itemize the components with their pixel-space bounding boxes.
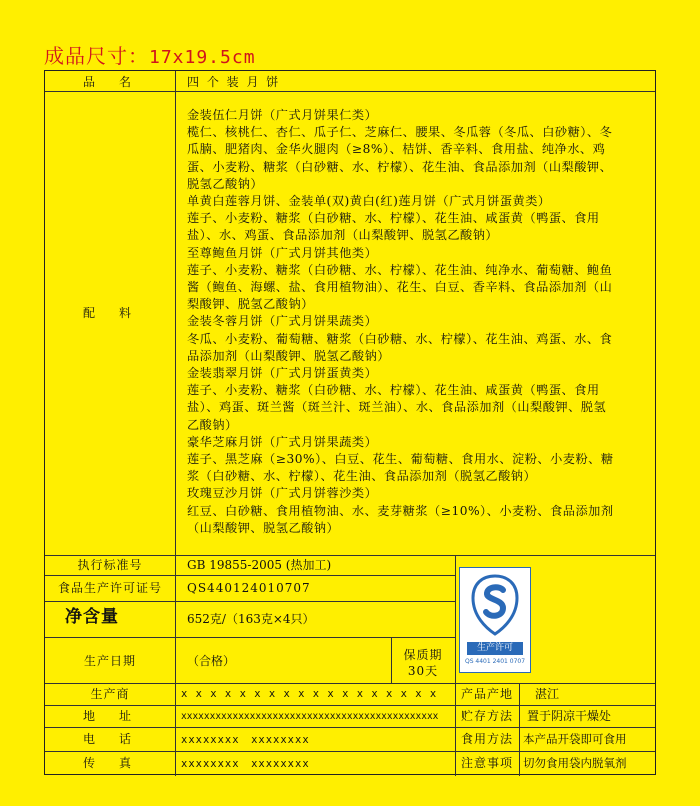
storage-label: 贮存方法 xyxy=(460,709,513,723)
notes-label: 注意事项 xyxy=(460,756,513,770)
rule xyxy=(45,91,655,92)
fax-label: 传 真 xyxy=(82,756,137,770)
rule xyxy=(45,727,655,728)
production-date-label: 生产日期 xyxy=(83,654,136,668)
ingredient-line: 浆（白砂糖、水、柠檬）、花生油、食品添加剂（脱氢乙酸钠） xyxy=(187,469,537,484)
rule xyxy=(45,555,655,556)
rule xyxy=(45,601,455,602)
standard-label: 执行标准号 xyxy=(77,558,143,572)
ingredient-line: 盐）、水、鸡蛋、食品添加剂（山梨酸钾、脱氢乙酸钠） xyxy=(187,228,499,243)
address-label: 地 址 xyxy=(82,709,137,723)
ingredient-line: 红豆、白砂糖、食用植物油、水、麦芽糖浆（≥10%）、小麦粉、食品添加剂 xyxy=(187,503,614,518)
page-title xyxy=(44,40,256,69)
usage-label: 食用方法 xyxy=(460,732,513,746)
ingredients-label: 配 料 xyxy=(82,306,137,320)
qs-permit-text: 生产许可 xyxy=(467,642,523,655)
product-name-value: 四 个 装 月 饼 xyxy=(187,75,281,89)
rule xyxy=(175,71,176,776)
ingredient-line: 酱（鲍鱼、海螺、盐、食用植物油）、花生、白豆、香辛料、食品添加剂（山 xyxy=(187,280,613,295)
rule xyxy=(45,575,455,576)
ingredient-line: （山梨酸钾、脱氢乙酸钠） xyxy=(187,520,340,535)
title-size: 17x19.5cm xyxy=(149,47,256,68)
storage-value: 置于阴凉干燥处 xyxy=(527,709,612,723)
ingredient-line: 瓜腩、肥猪肉、金华火腿肉（≥8%）、桔饼、香辛料、食用盐、纯净水、鸡 xyxy=(187,142,606,157)
ingredient-line: 玫瑰豆沙月饼（广式月饼蓉沙类） xyxy=(187,486,378,501)
product-name-label: 品 名 xyxy=(82,75,137,89)
ingredient-line: 蛋、小麦粉、糖浆（白砂糖、水、柠檬）、花生油、食品添加剂（山梨酸钾、 xyxy=(187,159,613,174)
origin-value: 湛江 xyxy=(535,687,560,701)
ingredient-line: 金装翡翠月饼（广式月饼蛋黄类） xyxy=(187,366,378,381)
manufacturer-label: 生产商 xyxy=(90,687,130,701)
usage-value: 本产品开袋即可食用 xyxy=(523,732,627,746)
rule xyxy=(45,637,455,638)
origin-label: 产品产地 xyxy=(460,687,513,701)
rule xyxy=(45,751,655,752)
ingredient-line: 莲子、小麦粉、糖浆（白砂糖、水、柠檬）、花生油、咸蛋黄（鸭蛋、食用 xyxy=(187,383,600,398)
ingredient-line: 品添加剂（山梨酸钾、脱氢乙酸钠） xyxy=(187,348,390,363)
ingredient-line: 莲子、小麦粉、糖浆（白砂糖、水、柠檬）、花生油、纯净水、葡萄糖、鲍鱼 xyxy=(187,262,613,277)
net-content-value: 652克/（163克×4只） xyxy=(187,612,315,626)
standard-value: GB 19855-2005 (热加工) xyxy=(187,558,332,572)
ingredient-line: 榄仁、核桃仁、杏仁、瓜子仁、芝麻仁、腰果、冬瓜蓉（冬瓜、白砂糖）、冬 xyxy=(187,125,613,140)
fax-value: xxxxxxxx xxxxxxxx xyxy=(181,758,310,770)
ingredient-line: 豪华芝麻月饼（广式月饼果蔬类） xyxy=(187,434,378,449)
notes-value: 切勿食用袋内脱氧剂 xyxy=(523,756,627,770)
qs-code: QS 4401 2401 0707 xyxy=(464,658,526,665)
ingredient-line: 乙酸钠） xyxy=(187,417,238,432)
ingredient-line: 盐）、鸡蛋、斑兰酱（斑兰汁、斑兰油）、水、食品添加剂（山梨酸钾、脱氢 xyxy=(187,400,607,415)
ingredient-line: 莲子、小麦粉、糖浆（白砂糖、水、柠檬）、花生油、咸蛋黄（鸭蛋、食用 xyxy=(187,211,600,226)
qs-certification-logo xyxy=(459,567,531,673)
rule xyxy=(45,705,655,706)
label-table xyxy=(44,70,656,775)
shelf-life-value: 30天 xyxy=(407,664,439,678)
ingredient-line: 莲子、黑芝麻（≥30%）、白豆、花生、葡萄糖、食用水、淀粉、小麦粉、糖 xyxy=(187,452,614,467)
license-value: QS440124010707 xyxy=(187,581,311,595)
production-date-value: （合格） xyxy=(187,654,236,668)
phone-label: 电 话 xyxy=(82,732,137,746)
manufacturer-value: x x x x x x x x x x x x x x x x x x xyxy=(181,688,438,700)
ingredient-line: 金装伍仁月饼（广式月饼果仁类） xyxy=(187,108,378,122)
shelf-life-label: 保质期 xyxy=(403,648,443,662)
qs-shield-icon xyxy=(470,574,520,636)
phone-value: xxxxxxxx xxxxxxxx xyxy=(181,734,310,746)
ingredients-text xyxy=(187,107,653,537)
ingredient-line: 脱氢乙酸钠） xyxy=(187,176,264,191)
ingredient-line: 至尊鲍鱼月饼（广式月饼其他类） xyxy=(187,245,378,260)
title-prefix: 成品尺寸： xyxy=(44,44,149,68)
net-content-label: 净含量 xyxy=(65,607,119,627)
rule xyxy=(519,683,520,776)
license-label: 食品生产许可证号 xyxy=(57,581,162,595)
rule xyxy=(45,683,655,684)
ingredient-line: 金装冬蓉月饼（广式月饼果蔬类） xyxy=(187,314,378,329)
ingredient-line: 梨酸钾、脱氢乙酸钠） xyxy=(187,297,314,312)
address-value: xxxxxxxxxxxxxxxxxxxxxxxxxxxxxxxxxxxxxxxxxxxxx xyxy=(181,711,439,722)
ingredient-line: 冬瓜、小麦粉、葡萄糖、糖浆（白砂糖、水、柠檬）、花生油、鸡蛋、水、食 xyxy=(187,331,613,346)
ingredient-line: 单黄白莲蓉月饼、金装单(双)黄白(红)莲月饼（广式月饼蛋黄类） xyxy=(187,194,551,209)
